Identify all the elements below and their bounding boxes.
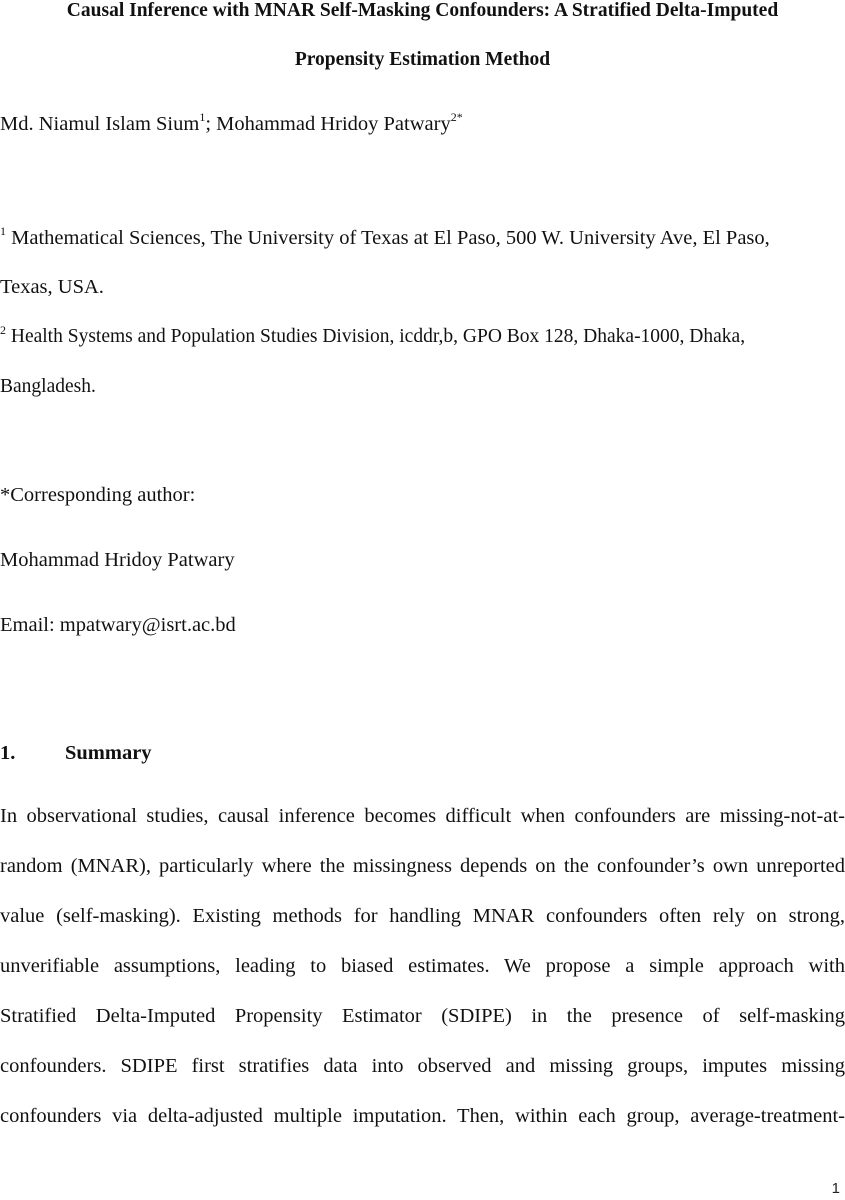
author-affiliation-marker: 2* — [450, 110, 463, 124]
summary-line: In observational studies, causal inference becomes difficult when confounders are missing-not-at- — [0, 805, 845, 827]
affiliation-2 — [0, 323, 746, 347]
paper-title-line-2: Propensity Estimation Method — [294, 49, 551, 70]
summary-line: unverifiable assumptions, leading to biased estimates. We propose a simple approach with — [0, 955, 845, 977]
summary-line: confounders via delta-adjusted multiple imputation. Then, within each group, average-treatment- — [0, 1105, 845, 1127]
author-affiliation-marker: 1 — [199, 110, 206, 124]
corresponding-author-email: Email: mpatwary@isrt.ac.bd — [0, 614, 236, 636]
corresponding-author-label: *Corresponding author: — [0, 484, 196, 506]
author-list — [0, 110, 463, 135]
paper-title-line-1: Causal Inference with MNAR Self-Masking Confounders: A Stratified Delta-Imputed — [66, 0, 779, 21]
section-number: 1. — [0, 742, 16, 764]
author-name: Md. Niamul Islam Sium — [0, 113, 200, 135]
affiliation-2-continued: Bangladesh. — [0, 376, 96, 397]
section-title: Summary — [65, 742, 152, 764]
affiliation-text: Health Systems and Population Studies Division, icddr,b, GPO Box 128, Dhaka-1000, Dhaka, — [6, 326, 746, 347]
affiliation-1-continued: Texas, USA. — [0, 276, 104, 298]
author-name: Mohammad Hridoy Patwary — [216, 113, 451, 135]
affiliation-marker: 1 — [0, 224, 6, 238]
summary-line: confounders. SDIPE first stratifies data into observed and missing groups, imputes missing — [0, 1055, 845, 1077]
page-number: 1 — [831, 1180, 840, 1197]
affiliation-1 — [0, 224, 770, 249]
affiliation-text: Mathematical Sciences, The University of Texas at El Paso, 500 W. University Ave, El Paso, — [6, 227, 770, 249]
author-separator: ; — [205, 113, 217, 135]
corresponding-author-name: Mohammad Hridoy Patwary — [0, 549, 235, 571]
summary-line: value (self-masking). Existing methods for handling MNAR confounders often rely on strong, — [0, 905, 845, 927]
summary-line: Stratified Delta-Imputed Propensity Estimator (SDIPE) in the presence of self-masking — [0, 1005, 845, 1027]
section-heading — [0, 743, 152, 764]
affiliation-marker: 2 — [0, 323, 6, 337]
summary-line: random (MNAR), particularly where the missingness depends on the confounder’s own unreported — [0, 855, 845, 877]
